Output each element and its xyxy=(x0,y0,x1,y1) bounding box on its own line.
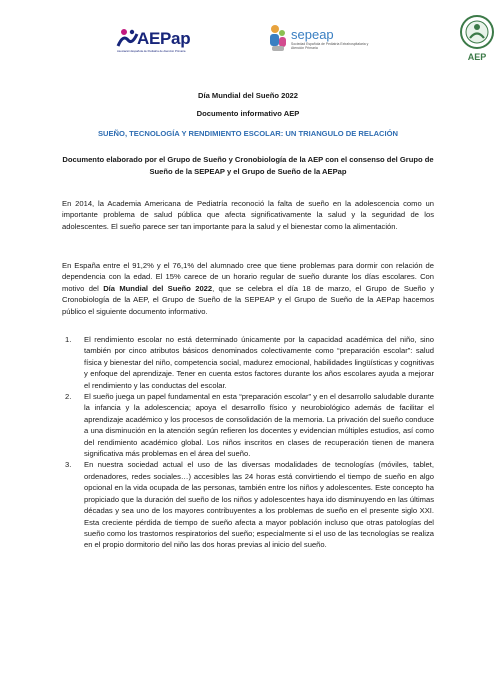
paragraph-2 xyxy=(62,260,434,317)
aepap-logo xyxy=(117,28,219,56)
paragraph-2-bold: Día Mundial del Sueño 2022 xyxy=(103,283,213,293)
aep-seal-icon xyxy=(452,14,502,52)
paragraph-2-text-b: , que se celebra el día 18 de marzo, el Grupo de Sueño y Cronobiología de la AEP, el Grupo de Sueño de la SEPEAP y el Grupo de Sueño de la AEPap hacemos público el siguiente documento informativo. xyxy=(62,283,434,316)
sepeap-tagline: Sociedad Española de Pediatría Extrahospitalaria y Atención Primaria xyxy=(291,42,369,51)
list-item-number: 1. xyxy=(65,335,72,344)
list-item-text: En nuestra sociedad actual el uso de las diversas modalidades de tecnologías (móviles, tablet, ordenadores, redes sociales…) accesibles las 24 horas está convirtiendo el tiempo de sueño en algo opcional en la vida ocupada de las personas, también entre los niños y adolescentes. Este concepto ha propiciado que la duración del sueño de los niños y adolescentes haya ido disminuyendo en las últimas décadas y sea uno de los mayores contribuyentes a los problemas de sueño en el presente siglo XXI. Esta creciente pérdida de tiempo de sueño afecta a mayor población incluso que otras patologías del sueño como los trastornos respiratorios del sueño; especialmente si el uso de las tecnologías se realiza en el propio dormitorio del niño las dos horas previas al inicio del sueño. xyxy=(84,460,434,550)
document-subtitle: Documento elaborado por el Grupo de Sueño y Cronobiología de la AEP con el consenso del Grupo de Sueño de la SEPEAP y el Grupo de Sueño de la AEPap xyxy=(62,155,434,176)
list-item-text: El rendimiento escolar no está determinado únicamente por la capacidad académica del niño, sino también por cinco atributos básicos denominados colectivamente como “preparación escolar”: salud física y bienestar del niño, competencia social, madurez emocional, habilidades lingüísticas y cognitivas y enfoque del aprendizaje. Tener en cuenta estos factores durante los años escolares ayuda a mejorar el rendimiento y las conductas del escolar. xyxy=(84,335,434,390)
list-item-number: 3. xyxy=(65,460,72,470)
aepap-tagline: Asociación Española de Pediatría de Atención Primaria xyxy=(117,49,186,53)
aep-name: AEP xyxy=(467,52,487,62)
sepeap-name: sepeap xyxy=(291,27,334,42)
paragraph-1: En 2014, la Academia Americana de Pediatría reconoció la falta de sueño en la adolescencia como un importante problema de salud pública que afecta significativamente la salud y la seguridad de los adolescentes. El sueño parece ser tan importante para la salud y el bienestar como la alimentación. xyxy=(62,199,434,231)
document-title: SUEÑO, TECNOLOGÍA Y RENDIMIENTO ESCOLAR: UN TRIANGULO DE RELACIÓN xyxy=(97,129,399,138)
sepeap-figures-icon xyxy=(267,24,289,54)
header-logos xyxy=(62,0,487,66)
list-item xyxy=(62,334,434,391)
list-item xyxy=(62,391,434,459)
header-line-1: Día Mundial del Sueño 2022 xyxy=(197,91,298,100)
list-item-number: 2. xyxy=(65,392,72,402)
aepap-name: AEPap xyxy=(137,29,191,48)
list-item-text: El sueño juega un papel fundamental en esta “preparación escolar” y en el desarrollo saludable durante la infancia y la adolescencia; apoya el desarrollo físico y neurobiológico además de facilitar el aprendizaje académico y los procesos de consolidación de la memoria. La privación del sueño conduce a una disminución en la atención según refieren los docentes y evidencian múltiples estudios, así como del rendimiento académico global. Los niños inscritos en clases de recuperación tienen de manera significativa más problemas en el área del sueño. xyxy=(84,392,434,459)
paragraph-2-text-a: En España entre el 91,2% y el 76,1% del alumnado cree que tiene problemas para dormir con relación de dependencia con la edad. El 15% carece de un horario regular de sueño durante los días escolares. Con motivo del xyxy=(62,261,434,293)
aepap-figure-icon xyxy=(117,28,139,48)
sepeap-logo xyxy=(267,24,377,58)
numbered-list xyxy=(62,334,434,551)
header-line-2: Documento informativo AEP xyxy=(196,109,300,118)
list-item xyxy=(62,459,434,550)
aep-logo xyxy=(452,14,502,64)
